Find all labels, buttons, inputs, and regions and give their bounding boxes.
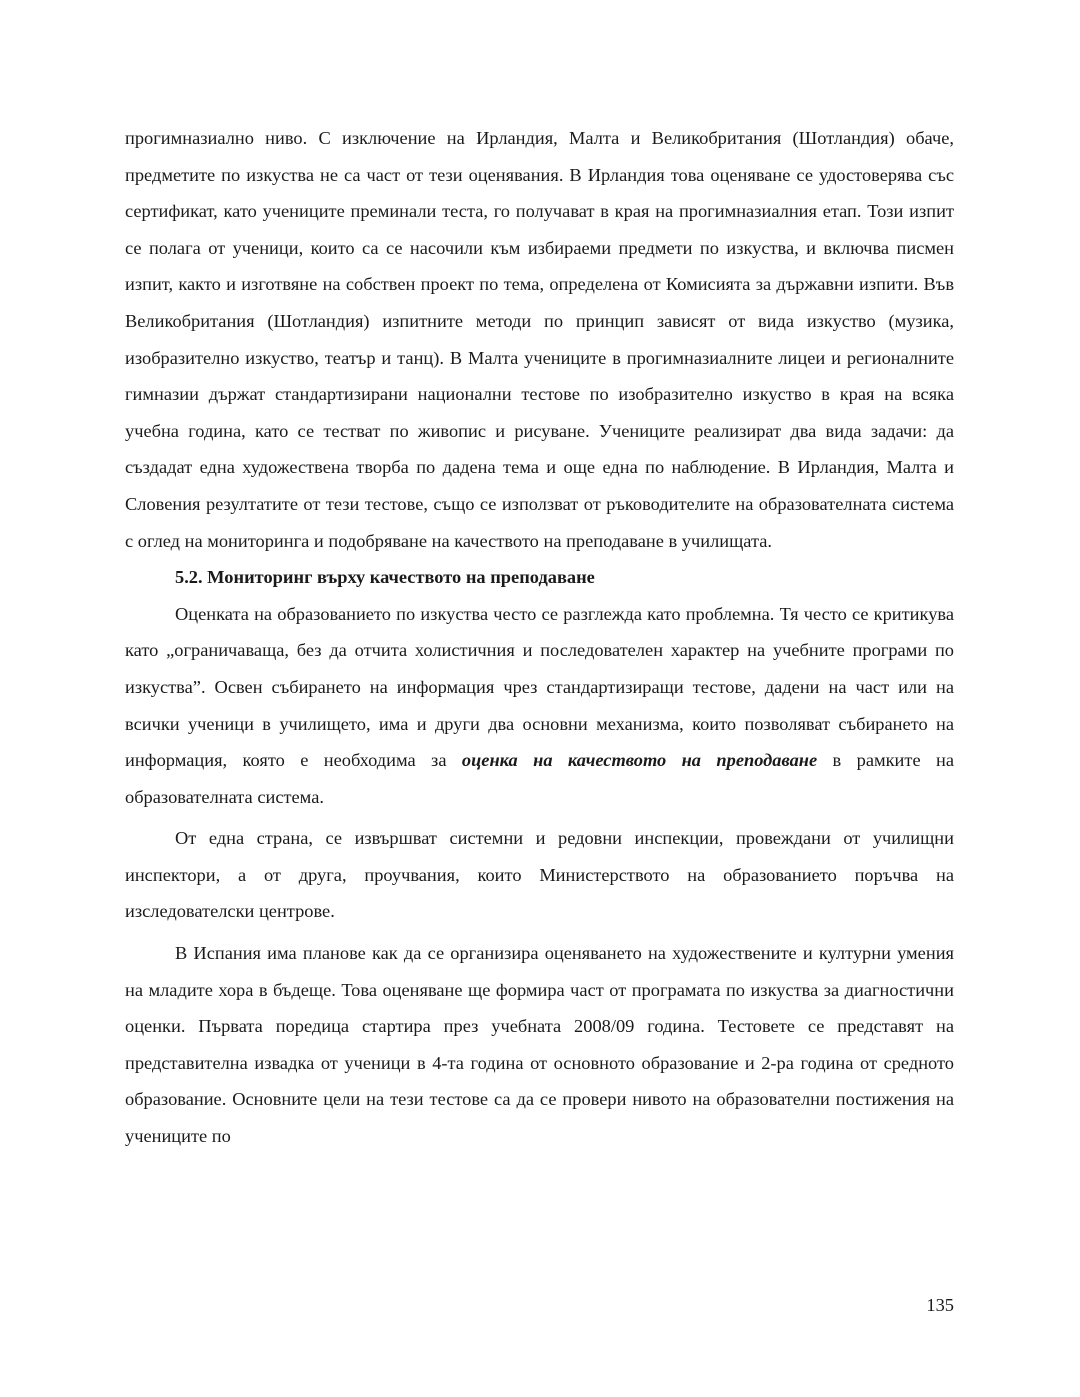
paragraph-inspections: От една страна, се извършват системни и редовни инспекции, провеждани от училищни инспектори, а от друга, проучвания, които Министерството на образованието поръчва на изследователски центрове.	[125, 828, 954, 922]
page-number: 135	[926, 1295, 954, 1315]
paragraph-text-end: в рамките на образователната система.	[125, 750, 954, 807]
emphasized-phrase: оценка на качеството на преподаване	[461, 750, 818, 771]
paragraph-spain: В Испания има планове как да се организира оценяването на художествените и културни умения на младите хора в бъдеще. Това оценяване ще формира част от програмата по изкуства за диагностични оценки. Първата поредица стартира през учебната 2008/09 година. Тестовете се представят на представителна извадка от ученици в 4-та година от основното образование и 2-ра година от средното образование. Основните цели на тези тестове са да се провери нивото на образователни постижения на учениците по	[125, 943, 954, 1147]
section-heading: 5.2. Мониторинг върху качеството на преподаване	[175, 567, 595, 588]
paragraph-arts-assessment	[125, 596, 954, 816]
paragraph-ireland-malta: прогимназиално ниво. С изключение на Ирландия, Малта и Великобритания (Шотландия) обаче, предметите по изкуства не са част от тези оценявания. В Ирландия това оценяване се удостоверява със сертификат, като учениците преминали теста, го получават в края на прогимназиалния етап. Този изпит се полага от ученици, които са се насочили към избираеми предмети по изкуства, и включва писмен изпит, както и изготвяне на собствен проект по тема, определена от Комисията за държавни изпити. Във Великобритания (Шотландия) изпитните методи по принцип зависят от вида изкуство (музика, изобразително изкуство, театър и танц). В Малта учениците в прогимназиалните лицеи и регионалните гимназии държат стандартизирани национални тестове по изобразително изкуство в края на всяка учебна година, като се тестват по живопис и рисуване. Учениците реализират два вида задачи: да създадат една художествена творба по дадена тема и още една по наблюдение. В Ирландия, Малта и Словения резултатите от тези тестове, също се използват от ръководителите на образователната система с оглед на мониторинга и подобряване на качеството на преподаване в училищата.	[125, 128, 954, 551]
body-text	[125, 120, 954, 1155]
paragraph-text: Оценката на образованието по изкуства често се разглежда като проблемна. Тя често се критикува като „ограничаваща, без да отчита холистичния и последователен характер на учебните програми по изкуства”. Освен събирането на информация чрез стандартизиращи тестове, дадени на част или на всички ученици в училището, има и други два основни механизма, които позволяват събирането на информация, която е необходима за	[125, 603, 954, 771]
